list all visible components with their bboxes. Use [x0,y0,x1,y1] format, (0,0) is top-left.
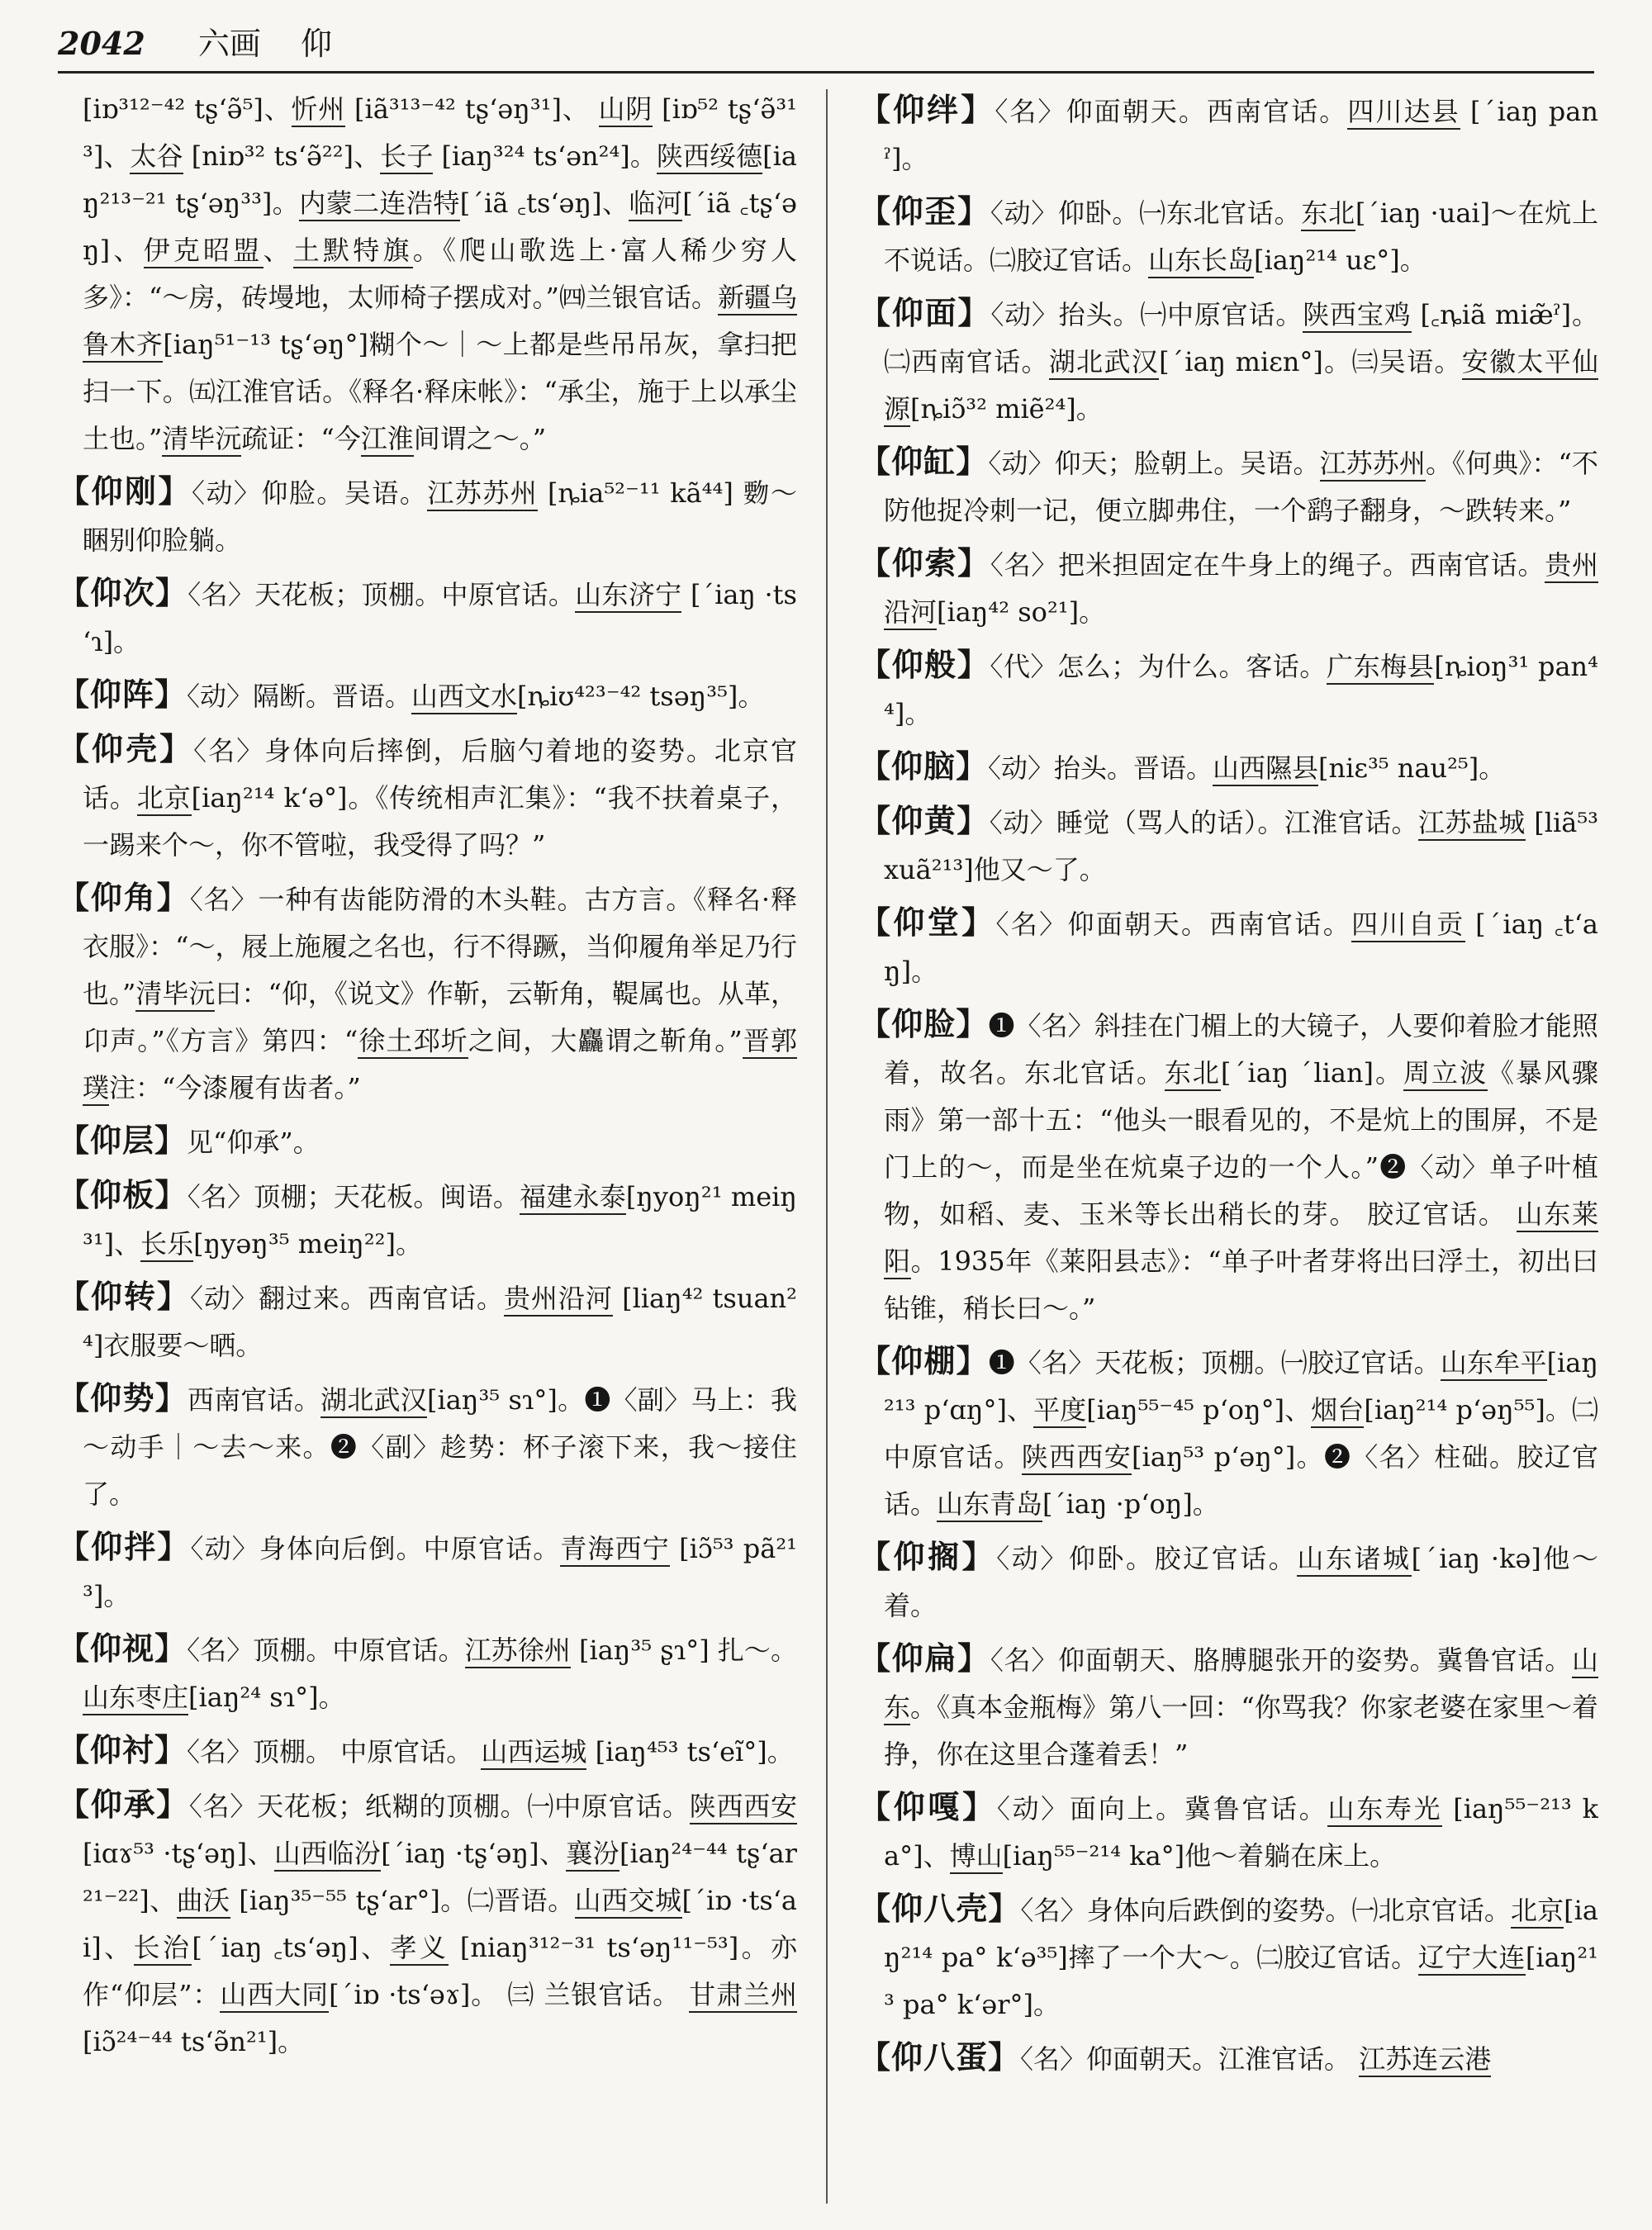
column-divider [826,89,828,2204]
entry-definition: 〈动〉面向上。冀鲁官话。山东寿光 [iaŋ⁵⁵⁻²¹³ ka°]、博山[iaŋ⁵⁵⁻²¹⁴ ka°]他～着躺在床上。 [884,1793,1598,1874]
entry-definition: ❶〈名〉天花板；顶棚。㈠胶辽官话。山东牟平[iaŋ²¹³ pʻɑŋ°]、平度[iaŋ⁵⁵⁻⁴⁵ pʻoŋ°]、烟台[iaŋ²¹⁴ pʻəŋ⁵⁵]。㈡中原官话。陕西西安[iaŋ⁵³ pʻəŋ°]。❷〈名〉柱础。胶辽官话。山东青岛[ˊiaŋ ·pʻoŋ]。 [884,1347,1598,1522]
entry-headword: 【仰索】 [859,544,990,581]
entry-definition: 〈名〉仰面朝天、胳膊腿张开的姿势。冀鲁官话。山东。《真本金瓶梅》第八一回：“你骂我？你家老婆在家里～着挣，你在这里合蓬着丢！” [884,1644,1598,1770]
entry-definition: ❶〈名〉斜挂在门楣上的大镜子，人要仰着脸才能照着，故名。东北官话。东北[ˊiaŋ ˊlian]。周立波《暴风骤雨》第一部十五：“他头一眼看见的，不是炕上的围屏，不是门上的～，而是坐在炕桌子边的一个人。”❷〈动〉单子叶植物，如稻、麦、玉米等长出稍长的芽。 胶辽官话。 山东莱阳。1935年《莱阳县志》：“单子叶者芽将出曰浮土，初出曰钻锥，稍长曰～。” [884,1010,1598,1324]
dictionary-entry [58,671,797,720]
dictionary-entry [859,289,1598,433]
entry-definition: 〈动〉身体向后倒。中原官话。青海西宁 [iɔ̃⁵³ pã²¹³]。 [83,1533,797,1611]
entry-headword: 【仰面】 [859,294,991,331]
entry-definition: [iɒ³¹²⁻⁴² tʂʻə̃⁵]、忻州 [iã³¹³⁻⁴² tʂʻəŋ³¹]、 山阴 [iɒ⁵² tʂʻə̃³¹³]、太谷 [niɒ³² tsʻə̃²²]、长子 [iaŋ³²⁴ tsʻən²⁴]。陕西绥德[iaŋ²¹³⁻²¹ tʂʻəŋ³³]。内蒙二连浩特[ˊiã ꜀tsʻəŋ]、临河[ˊiã ꜀tʂʻəŋ]、伊克昭盟、土默特旗。《爬山歌选上·富人稀少穷人多》：“～房，砖墁地，太师椅子摆成对。”㈣兰银官话。新疆乌鲁木齐[iaŋ⁵¹⁻¹³ tʂʻəŋ°]糊个～｜～上都是些吊吊灰，拿扫把扫一下。㈤江淮官话。《释名·释床帐》：“承尘，施于上以承尘土也。”清毕沅疏证：“今江淮间谓之～。” [83,93,797,457]
entry-headword: 【仰拌】 [58,1528,191,1565]
entry-definition: 〈名〉顶棚；天花板。闽语。福建永泰[ŋyoŋ²¹ meiŋ³¹]、长乐[ŋyəŋ³⁵ meiŋ²²]。 [83,1181,797,1262]
section-label: 六画 [197,26,261,62]
entry-headword: 【仰脑】 [859,747,989,785]
entry-definition: 〈名〉仰面朝天。西南官话。四川达县 [ˊiaŋ panˀ]。 [884,96,1598,174]
entry-definition: 〈名〉身体向后摔倒，后脑勺着地的姿势。北京官话。北京[iaŋ²¹⁴ kʻə°]。《传统相声汇集》：“我不扶着桌子，一踢来个～，你不管啦，我受得了吗？” [83,735,797,861]
dictionary-entry [859,797,1598,894]
entry-definition: 〈名〉顶棚。 中原官话。 山西运城 [iaŋ⁴⁵³ tsʻeĩ°]。 [187,1736,794,1770]
entry-definition: 〈代〉怎么；为什么。客话。广东梅县[ȵioŋ³¹ pan⁴⁴]。 [884,651,1598,729]
dictionary-entry [58,1523,797,1620]
entry-headword: 【仰层】 [58,1122,188,1159]
entry-definition: 〈名〉天花板；纸糊的顶棚。㈠中原官话。陕西西安[iɑɤ⁵³ ·tʂʻəŋ]、山西临汾[ˊiaŋ ·tʂʻəŋ]、襄汾[iaŋ²⁴⁻⁴⁴ tʂʻar²¹⁻²²]、曲沃 [iaŋ³⁵⁻⁵⁵ tʂʻar°]。㈡晋语。山西交城[ˊiɒ ·tsʻai]、长治[ˊiaŋ ꜀tsʻəŋ]、孝义 [niaŋ³¹²⁻³¹ tsʻəŋ¹¹⁻⁵³]。亦作“仰层”：山西大同[ˊiɒ ·tsʻəɤ]。 ㈢ 兰银官话。 甘肃兰州 [iɔ̃²⁴⁻⁴⁴ tsʻə̃n²¹]。 [83,1791,797,2057]
entry-headword: 【仰势】 [58,1379,188,1416]
dictionary-entry [58,86,797,463]
dictionary-entry [58,569,797,666]
entry-definition: 〈动〉仰脸。吴语。江苏苏州 [ȵia⁵²⁻¹¹ kã⁴⁴] 覅～睏别仰脸躺。 [83,477,797,556]
dictionary-entry [58,467,797,564]
entry-definition: 〈动〉隔断。晋语。山西文水[ȵiʊ⁴²³⁻⁴² tsəŋ³⁵]。 [187,681,764,714]
entry-headword: 【仰视】 [58,1630,188,1667]
entry-headword: 【仰歪】 [859,192,990,230]
dictionary-entry [859,1533,1598,1630]
dictionary-entry [58,1726,797,1776]
entry-headword: 【仰转】 [58,1278,190,1315]
entry-headword: 【仰般】 [859,646,990,683]
entry-definition: 〈名〉仰面朝天。江淮官话。 江苏连云港 [1020,2043,1491,2077]
dictionary-entry [859,1000,1598,1332]
entry-headword: 【仰扁】 [859,1639,990,1677]
entry-headword: 【仰板】 [58,1176,188,1213]
entry-headword: 【仰阵】 [58,676,188,713]
dictionary-entry [859,539,1598,636]
entry-headword: 【仰壳】 [58,730,194,767]
dictionary-entry [859,641,1598,738]
header-rule [58,71,1594,74]
dictionary-entry [859,743,1598,792]
entry-headword: 【仰次】 [58,574,188,611]
page-number: 2042 [58,25,145,62]
entry-headword: 【仰黄】 [859,802,990,839]
entry-headword: 【仰脸】 [859,1005,989,1042]
entry-definition: 〈动〉睡觉（骂人的话）。江淮官话。江苏盐城 [liã⁵³ xuã²¹³]他又～了。 [884,807,1598,885]
entry-headword: 【仰承】 [58,1786,189,1823]
entry-headword: 【仰衬】 [58,1731,188,1768]
entry-definition: 〈名〉天花板；顶棚。中原官话。山东济宁 [ˊiaŋ ·tsʻɿ]。 [83,579,797,657]
entry-definition: 〈动〉仰天；脸朝上。吴语。江苏苏州。《何典》：“不防他捉冷刺一记，便立脚弗住，一个鹞子翻身，～跌转来。” [884,448,1598,526]
entry-headword: 【仰搁】 [859,1538,997,1575]
entry-definition: 〈动〉仰卧。胶辽官话。山东诸城[ˊiaŋ ·kə]他～着。 [884,1543,1598,1621]
entry-headword: 【仰刚】 [58,472,192,510]
dictionary-entry [58,1273,797,1369]
entry-definition: 〈动〉抬头。㈠中原官话。陕西宝鸡 [꜀ȵiã miæ̃ˀ]。㈡西南官话。湖北武汉[ˊiaŋ miɛn°]。㈢吴语。安徽太平仙源[ȵiɔ̃³² miẽ²⁴]。 [884,299,1598,427]
dictionary-entry [859,187,1598,284]
entry-headword: 【仰八壳】 [859,1890,1021,1927]
entry-definition: 〈名〉身体向后跌倒的姿势。㈠北京官话。北京[iaŋ²¹⁴ pa° kʻə³⁵]摔了一个大～。㈡胶辽官话。辽宁大连[iaŋ²¹³ pa° kʻər°]。 [884,1895,1598,2020]
dictionary-entry [58,1171,797,1268]
dictionary-entry [859,1635,1598,1778]
dictionary-entry [58,1374,797,1518]
dictionary-entry [58,874,797,1112]
entry-definition: 〈动〉翻过来。西南官话。贵州沿河 [liaŋ⁴² tsuan²⁴]衣服要～晒。 [83,1283,797,1361]
dictionary-entry [859,438,1598,534]
entry-definition: 〈动〉仰卧。㈠东北官话。东北[ˊiaŋ ·uai]～在炕上不说话。㈡胶辽官话。山东长岛[iaŋ²¹⁴ uɛ°]。 [884,197,1598,278]
right-column [859,86,1598,2217]
dictionary-entry [58,1781,797,2066]
page-header [58,18,1594,69]
entry-definition: 〈动〉抬头。晋语。山西隰县[niɛ³⁵ nau²⁵]。 [988,752,1505,786]
entry-definition: 〈名〉仰面朝天。西南官话。四川自贡 [ˊiaŋ ꜀tʻaŋ]。 [884,909,1598,987]
entry-headword: 【仰缸】 [859,443,989,480]
entry-headword: 【仰堂】 [859,904,996,941]
entry-definition: 〈名〉一种有齿能防滑的木头鞋。古方言。《释名·释衣服》：“～，屐上施履之名也，行不得蹶，当仰履角举足乃行也。”清毕沅曰：“仰，《说文》作靳，云靳角，鞮属也。从革，卬声。”《方言》第四：“徐土邳圻之间，大麤谓之靳角。”晋郭璞注：“今漆履有齿者。” [83,884,797,1106]
dictionary-entry [58,1117,797,1166]
entry-headword: 【仰绊】 [859,91,995,128]
dictionary-entry [859,1337,1598,1528]
dictionary-entry [859,1885,1598,2028]
dictionary-entry [859,1783,1598,1880]
header-character: 仰 [300,26,332,62]
entry-definition: 西南官话。湖北武汉[iaŋ³⁵ sɿ°]。❶〈副〉马上：我～动手｜～去～来。❷〈副〉趁势：杯子滚下来，我～接住了。 [83,1384,797,1510]
dictionary-entry [58,1625,797,1721]
entry-headword: 【仰棚】 [859,1342,989,1379]
left-column [58,86,797,2217]
entry-definition: 见“仰承”。 [187,1127,320,1158]
dictionary-entry [859,2033,1598,2083]
entry-headword: 【仰八蛋】 [859,2038,1021,2076]
entry-definition: 〈名〉把米担固定在牛身上的绳子。西南官话。贵州沿河[iaŋ⁴² so²¹]。 [884,549,1598,630]
entry-headword: 【仰角】 [58,879,190,916]
dictionary-entry [58,725,797,869]
entry-definition: 〈名〉顶棚。中原官话。江苏徐州 [iaŋ³⁵ ʂɿ°] 扎～。山东枣庄[iaŋ²⁴ sɿ°]。 [83,1635,797,1715]
entry-headword: 【仰嘎】 [859,1788,997,1825]
dictionary-entry [859,86,1598,183]
dictionary-entry [859,899,1598,995]
